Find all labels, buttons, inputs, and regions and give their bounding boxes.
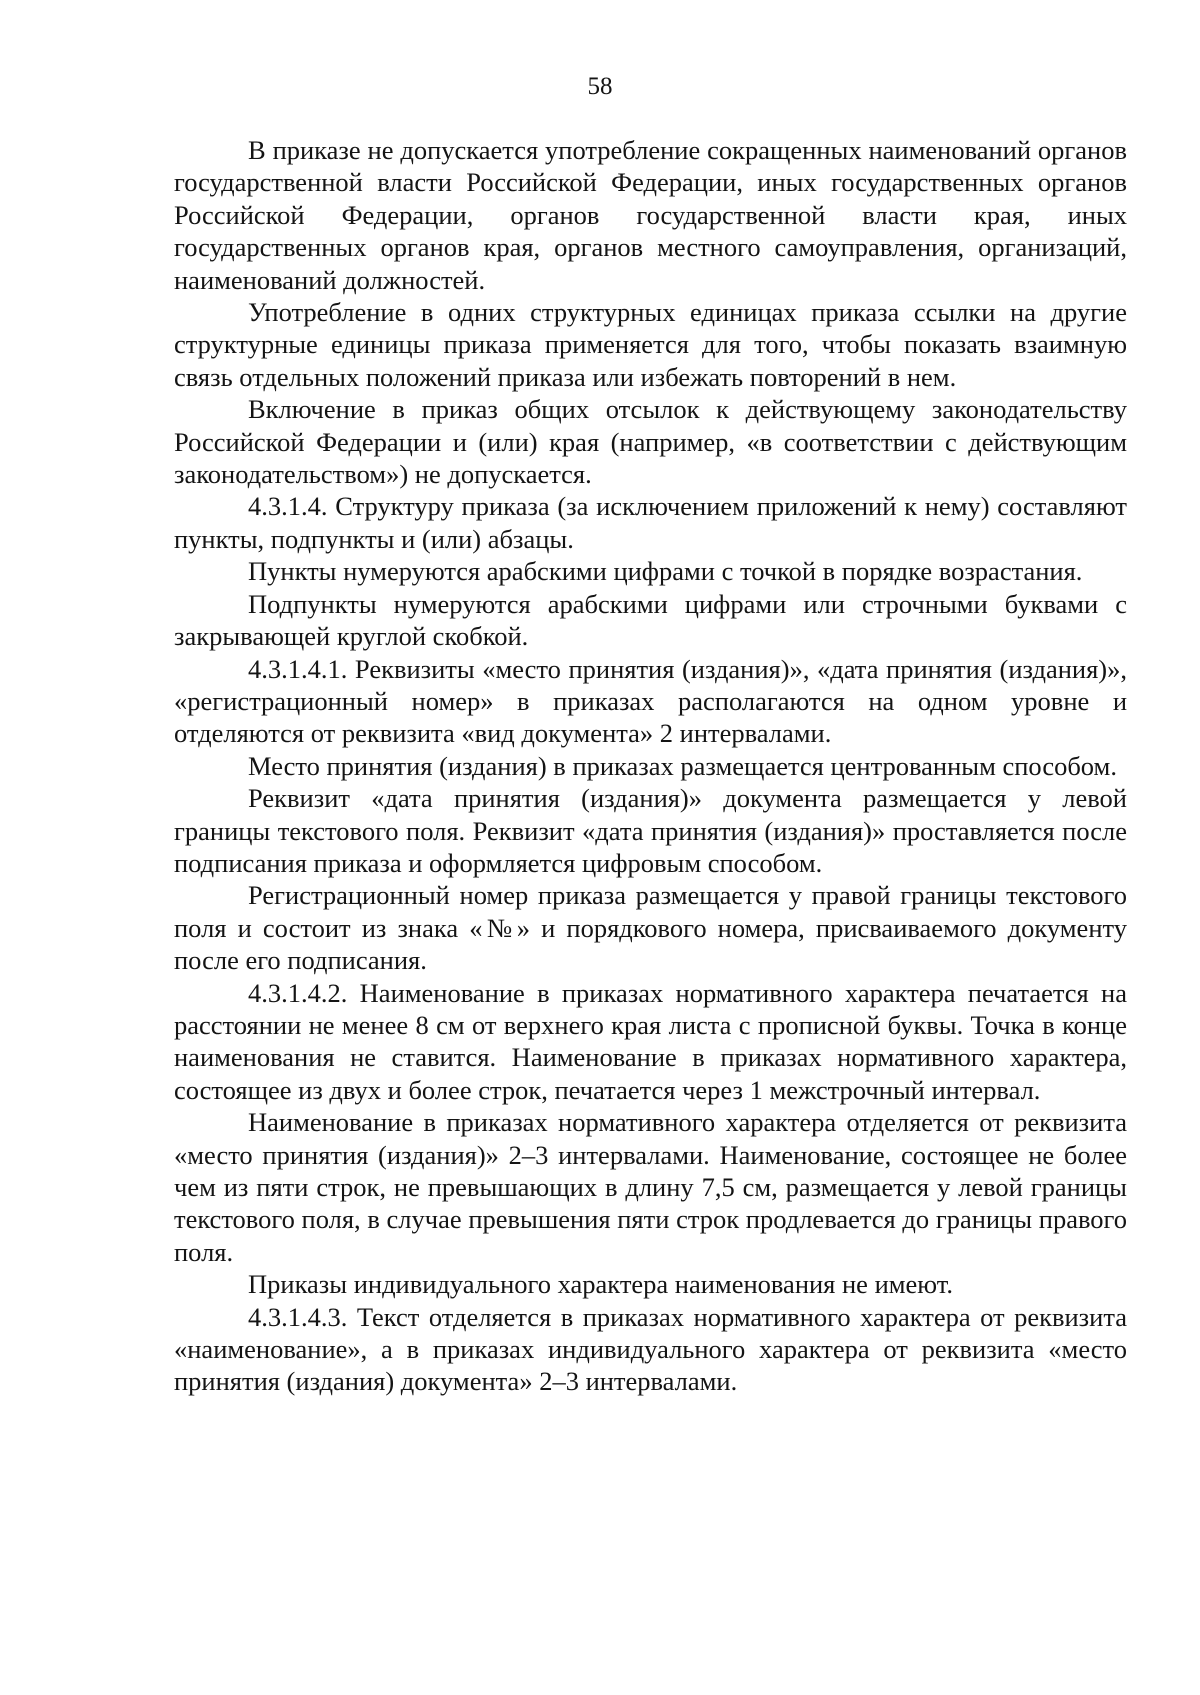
- paragraph-title-separation: Наименование в приказах нормативного характера отделяется от реквизита «место принятия (издания)» 2–3 интервалами. Наименование, состоящее не более чем из пяти строк, не превышающих в длину 7,5 см, размещается у левой границы текстового поля, в случае превышения пяти строк продлевается до границы правого поля.: [174, 1107, 1127, 1267]
- paragraph-place-of-adoption: Место принятия (издания) в приказах размещается центрованным способом.: [248, 750, 1117, 781]
- paragraph-cross-references: Употребление в одних структурных единицах приказа ссылки на другие структурные единицы приказа применяется для того, чтобы показать взаимную связь отдельных положений приказа или избежать повторений в нем.: [174, 297, 1127, 392]
- page-number: 58: [587, 73, 613, 100]
- document-body: [174, 134, 1127, 1398]
- paragraph-general-references: Включение в приказ общих отсылок к действующему законодательству Российской Федерации и (или) края (например, «в соответствии с действующим законодательством») не допускается.: [174, 394, 1127, 490]
- paragraph-points-numbering: Пункты нумеруются арабскими цифрами с точкой в порядке возрастания.: [248, 556, 1083, 587]
- paragraph-individual-orders: Приказы индивидуального характера наименования не имеют.: [248, 1269, 953, 1300]
- paragraph-4-3-1-4-2: 4.3.1.4.2. Наименование в приказах нормативного характера печатается на расстоянии не менее 8 см от верхнего края листа с прописной буквы. Точка в конце наименования не ставится. Наименование в приказах нормативного характера, состоящее из двух и более строк, печатается через 1 межстрочный интервал.: [174, 977, 1127, 1105]
- paragraph-abbreviations: В приказе не допускается употребление сокращенных наименований органов государственной власти Российской Федерации, иных государственных органов Российской Федерации, органов государственной власти края, иных государственных органов края, органов местного самоуправления, организаций, наименований должностей.: [174, 135, 1127, 295]
- paragraph-4-3-1-4-3: 4.3.1.4.3. Текст отделяется в приказах нормативного характера от реквизита «наименование», а в приказах индивидуального характера от реквизита «место принятия (издания) документа» 2–3 интервалами.: [174, 1301, 1127, 1397]
- paragraph-subpoints-numbering: Подпункты нумеруются арабскими цифрами или строчными буквами с закрывающей круглой скобкой.: [174, 588, 1127, 652]
- paragraph-registration-number: Регистрационный номер приказа размещается у правой границы текстового поля и состоит из знака «№» и порядкового номера, присваиваемого документу после его подписания.: [174, 880, 1127, 976]
- paragraph-4-3-1-4-1: 4.3.1.4.1. Реквизиты «место принятия (издания)», «дата принятия (издания)», «регистрационный номер» в приказах располагаются на одном уровне и отделяются от реквизита «вид документа» 2 интервалами.: [174, 653, 1127, 749]
- paragraph-4-3-1-4: 4.3.1.4. Структуру приказа (за исключением приложений к нему) составляют пункты, подпункты и (или) абзацы.: [174, 491, 1127, 554]
- paragraph-date-of-adoption: Реквизит «дата принятия (издания)» документа размещается у левой границы текстового поля. Реквизит «дата принятия (издания)» проставляется после подписания приказа и оформляется цифровым способом.: [174, 783, 1127, 878]
